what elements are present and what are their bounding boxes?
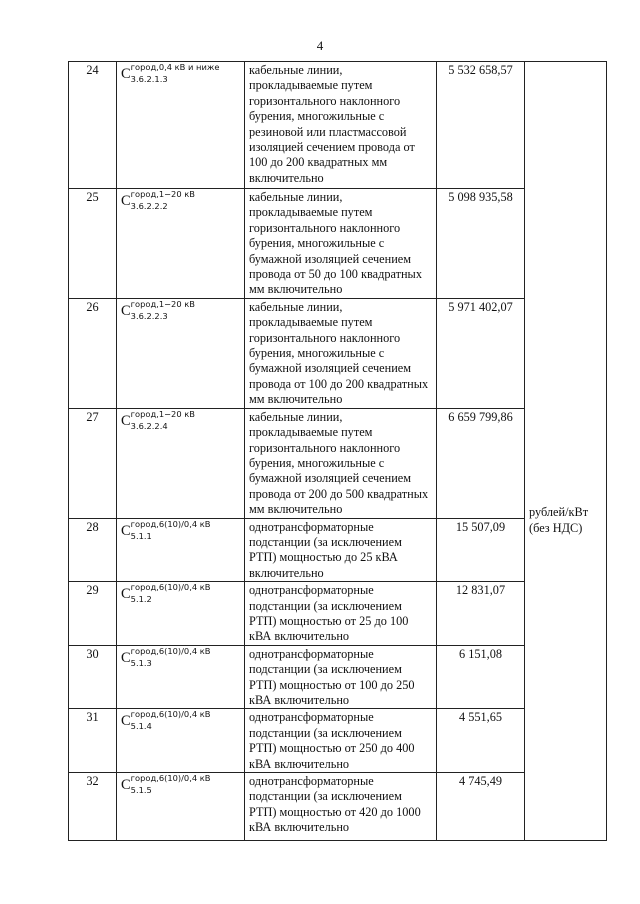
tariff-symbol: C [121,777,131,794]
row-number: 25 [69,189,117,299]
rate-value: 12 831,07 [437,582,525,646]
item-description: однотрансформаторные подстанции (за исключением РТП) мощностью до 25 кВА включительно [245,518,437,582]
item-description: кабельные линии, прокладываемые путем горизонтального наклонного бурения, многожильные с бумажной изоляцией сечением провода от 200 до 500 квадратных мм включительно [245,408,437,518]
rate-value: 6 659 799,86 [437,408,525,518]
tariff-subscript: 5.1.5 [130,785,152,796]
tariff-symbol: C [121,713,131,730]
item-description: однотрансформаторные подстанции (за исключением РТП) мощностью от 100 до 250 кВА включительно [245,645,437,709]
page-number: 4 [316,38,324,53]
rate-value: 4 745,49 [437,773,525,841]
item-description: кабельные линии, прокладываемые путем горизонтального наклонного бурения, многожильные с бумажной изоляцией сечением провода от 100 до 200 квадратных мм включительно [245,298,437,408]
tariff-superscript: город,1−20 кВ [130,298,195,309]
tariff-code [117,582,245,646]
tariff-code [117,298,245,408]
tariff-subscript: 3.6.2.2.3 [130,310,168,321]
rate-value: 15 507,09 [437,518,525,582]
tariff-symbol: C [121,193,131,209]
tariff-subscript: 5.1.4 [130,721,152,732]
tariff-symbol: C [121,302,131,319]
row-number: 26 [69,298,117,408]
item-description: однотрансформаторные подстанции (за исключением РТП) мощностью от 25 до 100 кВА включительно [245,582,437,646]
row-number: 32 [69,773,117,841]
row-number: 28 [69,518,117,582]
tariff-subscript: 3.6.2.1.3 [130,74,168,84]
tariff-superscript: город,0,4 кВ и ниже [130,62,220,72]
tariff-superscript: город,1−20 кВ [130,408,195,419]
tariff-symbol: C [121,522,131,539]
row-number: 29 [69,582,117,646]
tariff-code [117,645,245,709]
tariff-symbol: C [121,66,131,82]
tariff-superscript: город,6(10)/0,4 кВ [130,709,211,720]
tariff-code [117,189,245,299]
item-description: кабельные линии, прокладываемые путем горизонтального наклонного бурения, многожильные с бумажной изоляцией сечением провода от 50 до 100 квадратных мм включительно [245,189,437,299]
item-description: кабельные линии, прокладываемые путем горизонтального наклонного бурения, многожильные с резиновой или пластмассовой изоляцией сечением провода от 100 до 200 квадратных мм включительно [245,62,437,189]
tariff-symbol: C [121,649,131,666]
row-number: 24 [69,62,117,189]
tariff-superscript: город,1−20 кВ [130,189,195,199]
tariff-table [68,61,607,841]
tariff-code [117,62,245,189]
tariff-superscript: город,6(10)/0,4 кВ [130,773,211,784]
tariff-superscript: город,6(10)/0,4 кВ [130,518,211,529]
unit-label-line2: (без НДС) [529,521,583,536]
rate-value: 4 551,65 [437,709,525,773]
tariff-superscript: город,6(10)/0,4 кВ [130,582,211,593]
item-description: однотрансформаторные подстанции (за исключением РТП) мощностью от 420 до 1000 кВА включительно [245,773,437,841]
tariff-symbol: C [121,586,131,603]
tariff-code [117,518,245,582]
tariff-code [117,408,245,518]
item-description: однотрансформаторные подстанции (за исключением РТП) мощностью от 250 до 400 кВА включительно [245,709,437,773]
tariff-subscript: 5.1.1 [130,530,152,541]
row-number: 31 [69,709,117,773]
row-number: 27 [69,408,117,518]
rate-value: 5 098 935,58 [437,189,525,299]
tariff-subscript: 3.6.2.2.2 [130,201,168,211]
tariff-code [117,709,245,773]
table-row [69,62,607,189]
tariff-subscript: 5.1.3 [130,657,152,668]
unit-cell [525,62,607,841]
tariff-subscript: 3.6.2.2.4 [130,420,168,431]
tariff-superscript: город,6(10)/0,4 кВ [130,645,211,656]
unit-label-line1: рублей/кВт [529,505,589,519]
row-number: 30 [69,645,117,709]
tariff-subscript: 5.1.2 [130,594,152,605]
rate-value: 5 971 402,07 [437,298,525,408]
rate-value: 6 151,08 [437,645,525,709]
rate-value: 5 532 658,57 [437,62,525,189]
tariff-code [117,773,245,841]
tariff-symbol: C [121,412,131,429]
